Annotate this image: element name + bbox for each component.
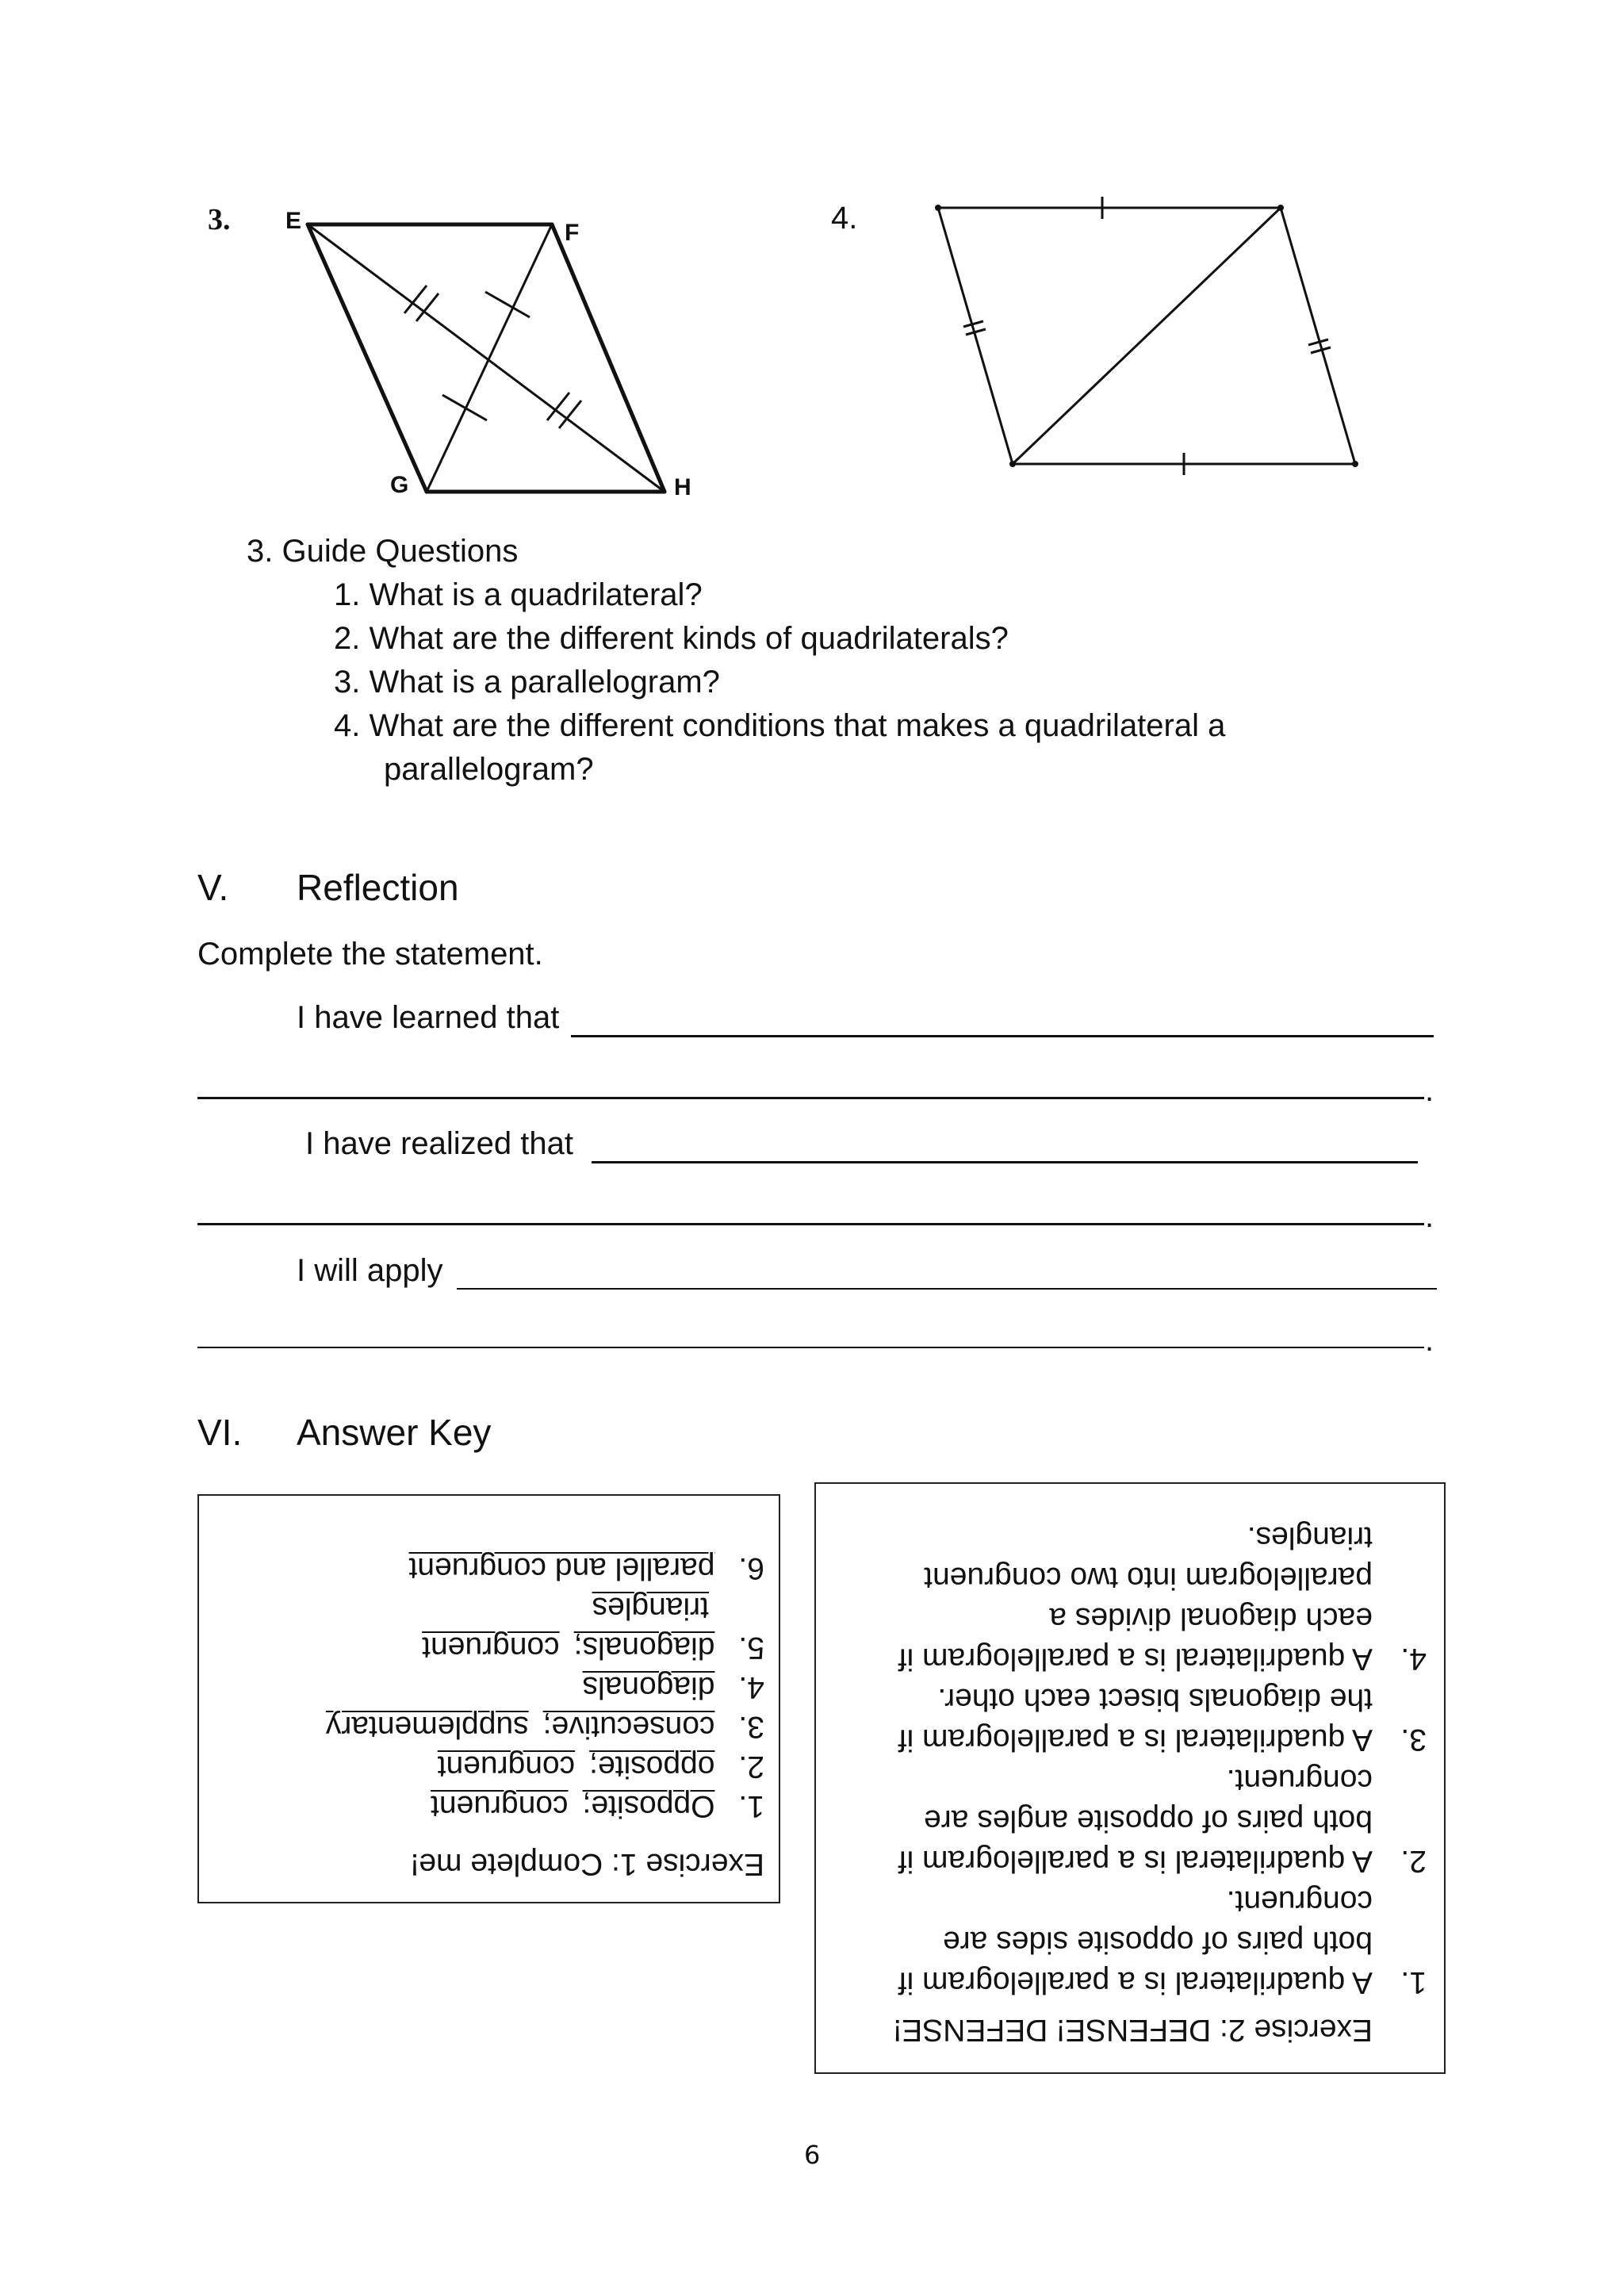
figure-4-diagram [0, 0, 1624, 555]
reflection-roman: V. [197, 867, 229, 908]
exercise-2-item-2-num: 2. [1400, 1844, 1427, 1878]
exercise-2-line-4: A quadrilateral is a parallelogram if [898, 1844, 1373, 1878]
exercise-2-line-10: each diagonal divides a [1049, 1601, 1373, 1635]
answer-line-realized[interactable] [592, 1161, 1418, 1163]
figure-3-number: 3. [208, 203, 231, 236]
diagonal [1013, 208, 1281, 464]
vertex-g-label: G [390, 472, 409, 498]
exercise-2-line-1: A quadrilateral is a parallelogram if [898, 1965, 1373, 1999]
prompt-realized: I have realized that [305, 1126, 573, 1161]
answer-key-roman: VI. [197, 1412, 243, 1453]
guide-question-1: 1. What is a quadrilateral? [334, 577, 703, 612]
vertex-f-label: F [565, 220, 580, 246]
exercise-2-title: Exercise 2: DEFENSE! DEFENSE! [893, 2013, 1373, 2047]
exercise-2-box [814, 1482, 1446, 2074]
guide-question-2: 2. What are the different kinds of quadrilaterals? [334, 621, 1009, 656]
exercise-1-row-6: 6.parallel and congruent [408, 1551, 764, 1585]
reflection-instruction: Complete the statement. [197, 937, 543, 972]
exercise-1-row-2: 2.opposite;congruent [437, 1750, 764, 1784]
reflection-title: Reflection [297, 867, 459, 908]
answer-line-realized-2[interactable] [197, 1223, 1424, 1225]
edge-left [938, 208, 1013, 464]
answer-key-title: Answer Key [297, 1412, 492, 1453]
guide-question-4-continued: parallelogram? [384, 752, 594, 787]
edge-right [1281, 208, 1355, 464]
exercise-1-row-3: 3.consecutive;supplementary [325, 1710, 764, 1744]
end-mark-2: . [1425, 1199, 1434, 1234]
end-mark-3: . [1425, 1323, 1434, 1358]
exercise-2-line-9: A quadrilateral is a parallelogram if [898, 1642, 1373, 1676]
exercise-2-line-12: triangles. [1247, 1520, 1373, 1554]
exercise-2-line-6: congruent. [1226, 1763, 1373, 1797]
end-mark-1: . [1425, 1073, 1434, 1108]
exercise-2-line-2: both pairs of opposite sides are [942, 1925, 1373, 1959]
vertex-e-label: E [285, 208, 302, 234]
exercise-1-row-4: 4.diagonals [582, 1670, 764, 1704]
exercise-2-item-1-num: 1. [1400, 1965, 1427, 1999]
exercise-2-item-3-num: 3. [1400, 1723, 1427, 1757]
guide-questions-heading: 3. Guide Questions [247, 534, 519, 569]
exercise-2-line-7: A quadrilateral is a parallelogram if [898, 1723, 1373, 1757]
exercise-1-box [197, 1494, 780, 1903]
exercise-2-line-5: both pairs of opposite angles are [924, 1803, 1373, 1838]
exercise-2-line-3: congruent. [1226, 1884, 1373, 1918]
exercise-1-row-1: 1.Opposite;congruent [431, 1789, 764, 1823]
answer-line-learned[interactable] [571, 1035, 1434, 1037]
guide-question-3: 3. What is a parallelogram? [334, 665, 720, 700]
vertex-h-label: H [674, 474, 691, 500]
answer-line-apply-2[interactable] [197, 1347, 1424, 1348]
exercise-1-content [199, 1496, 782, 1905]
exercise-1-title: Exercise 1: Complete me! [410, 1847, 764, 1881]
prompt-learned: I have learned that [297, 1000, 560, 1035]
answer-line-learned-2[interactable] [197, 1097, 1424, 1099]
exercise-1-row-5: 5.diagonals;congruent [422, 1631, 764, 1665]
exercise-2-content [816, 1484, 1447, 2076]
figure-4-number: 4. [831, 201, 858, 236]
exercise-2-item-4-num: 4. [1400, 1642, 1427, 1676]
exercise-2-line-8: the diagonals bisect each other. [937, 1682, 1373, 1716]
answer-line-apply[interactable] [457, 1288, 1437, 1290]
exercise-2-line-11: parallelogram into two congruent [924, 1561, 1373, 1595]
page-number: 6 [804, 2140, 821, 2170]
guide-question-4: 4. What are the different conditions that makes a quadrilateral a [334, 708, 1226, 743]
prompt-apply: I will apply [297, 1253, 443, 1288]
exercise-1-row-5-continued: triangles [592, 1591, 709, 1625]
